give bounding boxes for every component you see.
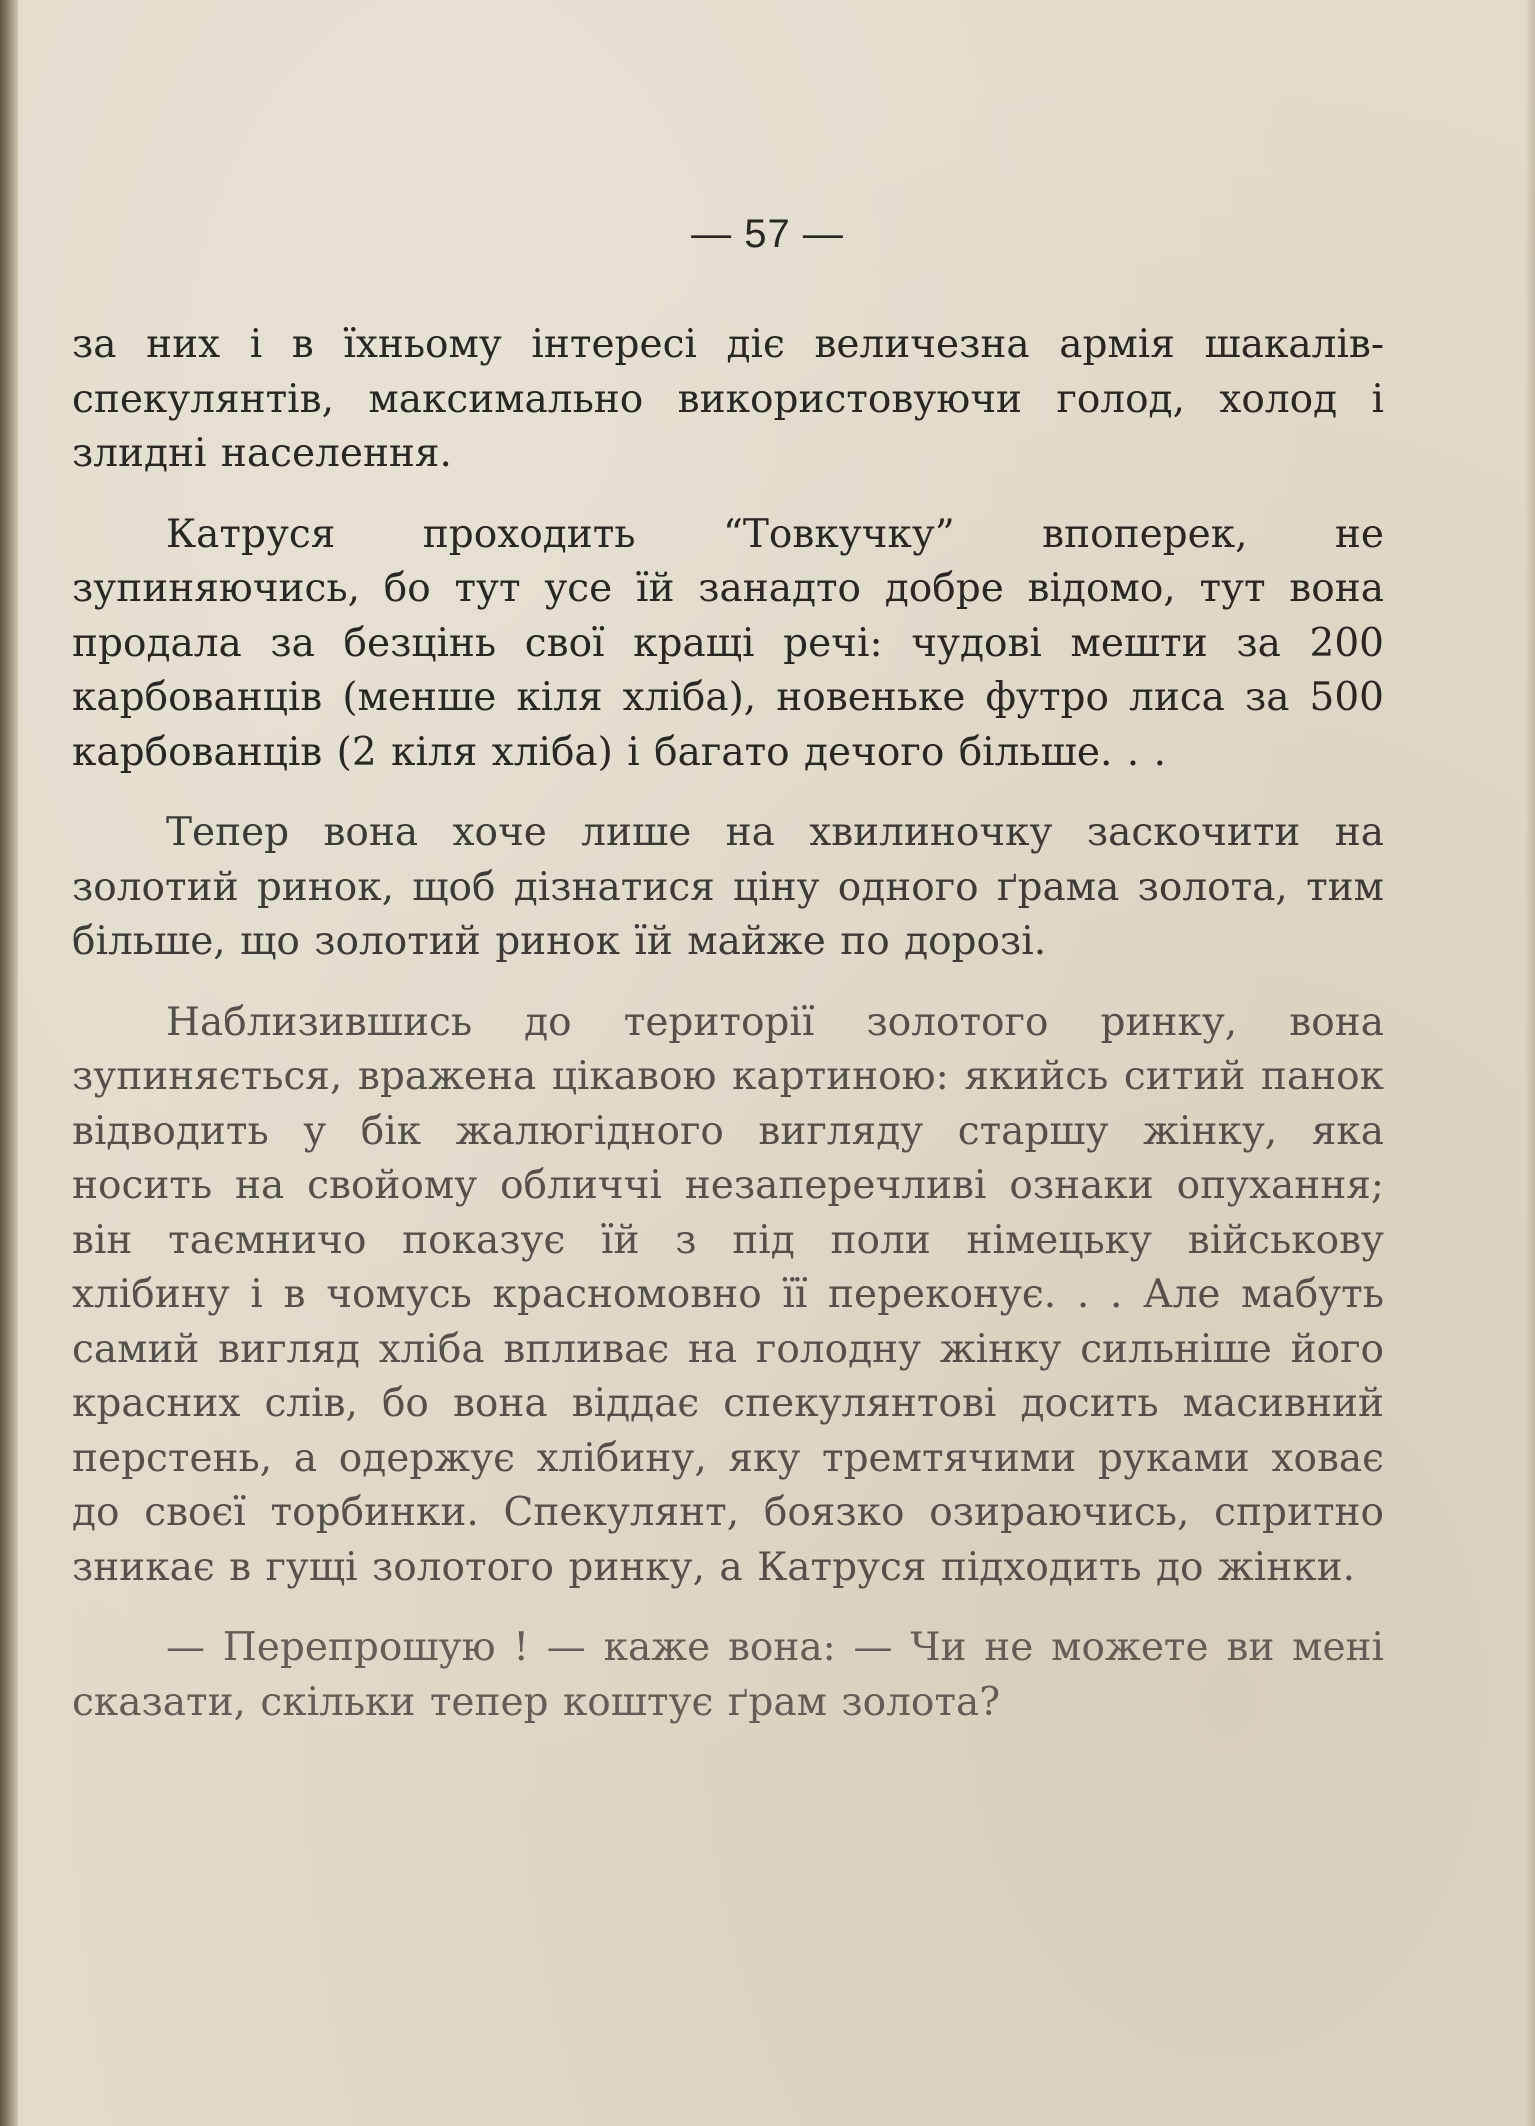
page-number: — 57 — (691, 212, 844, 256)
page-edge-shadow (1525, 0, 1535, 2126)
paragraph: за них і в їхньому інтересі діє величезна армія шакалів-спекулянтів, максимально використовуючи голод, холод і злидні населення. (72, 322, 1384, 476)
paragraph: Наблизившись до території золотого ринку, вона зупиняється, вражена цікавою картиною: якийсь ситий панок відводить у бік жалюгідного вигляду старшу жінку, яка носить на свойому обличчі незаперечливі ознаки опухання; він таємничо показує їй з під поли німецьку військову хлібину і в чомусь красномовно її переконує. . . Але мабуть самий вигляд хліба впливає на голодну жінку сильніше його красних слів, бо вона віддає спекулянтові досить масивний перстень, а одержує хлібину, яку тремтячими руками ховає до своєї торбинки. Спекулянт, боязко озираючись, спритно зникає в гущі золотого ринку, а Катруся підходить до жінки. (72, 999, 1384, 1590)
body-text (72, 318, 1384, 1756)
paragraph: — Перепрошую ! — каже вона: — Чи не можете ви мені сказати, скільки тепер коштує ґрам золота? (72, 1625, 1384, 1725)
page-binding-shadow (0, 0, 18, 2126)
paragraph: Катруся проходить “Товкучку” впоперек, не зупиняючись, бо тут усе їй занадто добре відомо, тут вона продала за безцінь свої кращі речі: чудові мешти за 200 карбованців (менше кіля хліба), новеньке футро лиса за 500 карбованців (2 кіля хліба) і багато дечого більше. . . (72, 511, 1384, 775)
paragraph: Тепер вона хоче лише на хвилиночку заскочити на золотий ринок, щоб дізнатися ціну одного ґрама золота, тим більше, що золотий ринок їй майже по дорозі. (72, 810, 1384, 964)
